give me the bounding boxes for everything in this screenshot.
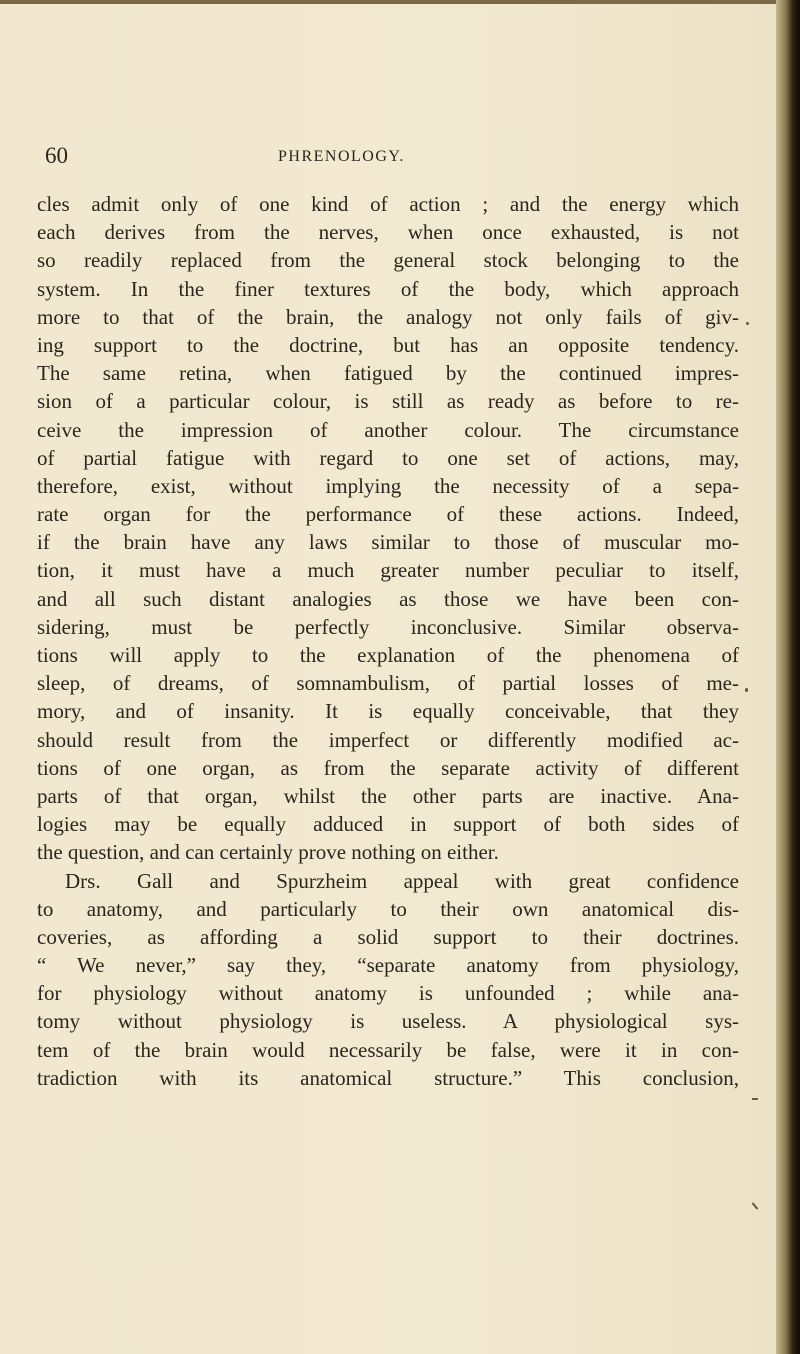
page-number: 60 [45,143,68,168]
text-line: tradiction with its anatomical structure.” This conclusion, [37,1065,739,1090]
text-line: rate organ for the performance of these actions. Indeed, [37,502,739,527]
text-line: tomy without physiology is useless. A physiological sys- [37,1009,739,1034]
margin-speck [745,688,748,692]
text-line: ceive the impression of another colour. The circumstance [37,417,739,442]
text-line: cles admit only of one kind of action ; and the energy which [37,192,739,216]
text-line: of partial fatigue with regard to one set of actions, may, [37,445,739,470]
text-line: so readily replaced from the general stock belonging to the [37,248,739,273]
margin-speck [746,322,749,325]
page-top-edge [0,0,786,4]
text-line: sion of a particular colour, is still as ready as before to re- [37,389,739,414]
text-line: tem of the brain would necessarily be false, were it in con- [37,1037,739,1062]
margin-speck [752,1202,759,1209]
text-line: coveries, as affording a solid support to their doctrines. [37,924,739,949]
running-title: PHRENOLOGY. [278,148,405,165]
paragraph-first-line: Drs. Gall and Spurzheim appeal with great confidence [65,868,739,893]
text-line: should result from the imperfect or differently modified ac- [37,727,739,752]
text-line: if the brain have any laws similar to those of muscular mo- [37,530,739,555]
text-line: logies may be equally adduced in support of both sides of [37,812,739,837]
text-line: the question, and can certainly prove nothing on either. [37,840,499,865]
text-line: The same retina, when fatigued by the continued impres- [37,361,739,386]
text-line: each derives from the nerves, when once exhausted, is not [37,220,739,245]
text-line: parts of that organ, whilst the other parts are inactive. Ana- [37,783,739,808]
body-text [37,190,739,1092]
text-line: and all such distant analogies as those we have been con- [37,586,739,611]
text-line: to anatomy, and particularly to their own anatomical dis- [37,896,739,921]
text-line: tion, it must have a much greater number peculiar to itself, [37,558,739,583]
text-line: “ We never,” say they, “separate anatomy from physiology, [37,953,739,978]
text-line: mory, and of insanity. It is equally conceivable, that they [37,699,739,724]
text-line: ing support to the doctrine, but has an opposite tendency. [37,332,739,357]
text-line: for physiology without anatomy is unfounded ; while ana- [37,981,739,1006]
running-head [40,143,740,175]
margin-speck [752,1098,758,1100]
page-binding-edge [776,0,800,1354]
text-line: system. In the finer textures of the body, which approach [37,276,739,301]
text-line: sidering, must be perfectly inconclusive. Similar observa- [37,614,739,639]
text-line: more to that of the brain, the analogy not only fails of giv- [37,304,739,329]
text-line: tions of one organ, as from the separate activity of different [37,755,739,780]
text-line: sleep, of dreams, of somnambulism, of partial losses of me- [37,671,739,696]
text-line: tions will apply to the explanation of the phenomena of [37,643,739,667]
text-line: therefore, exist, without implying the necessity of a sepa- [37,473,739,498]
